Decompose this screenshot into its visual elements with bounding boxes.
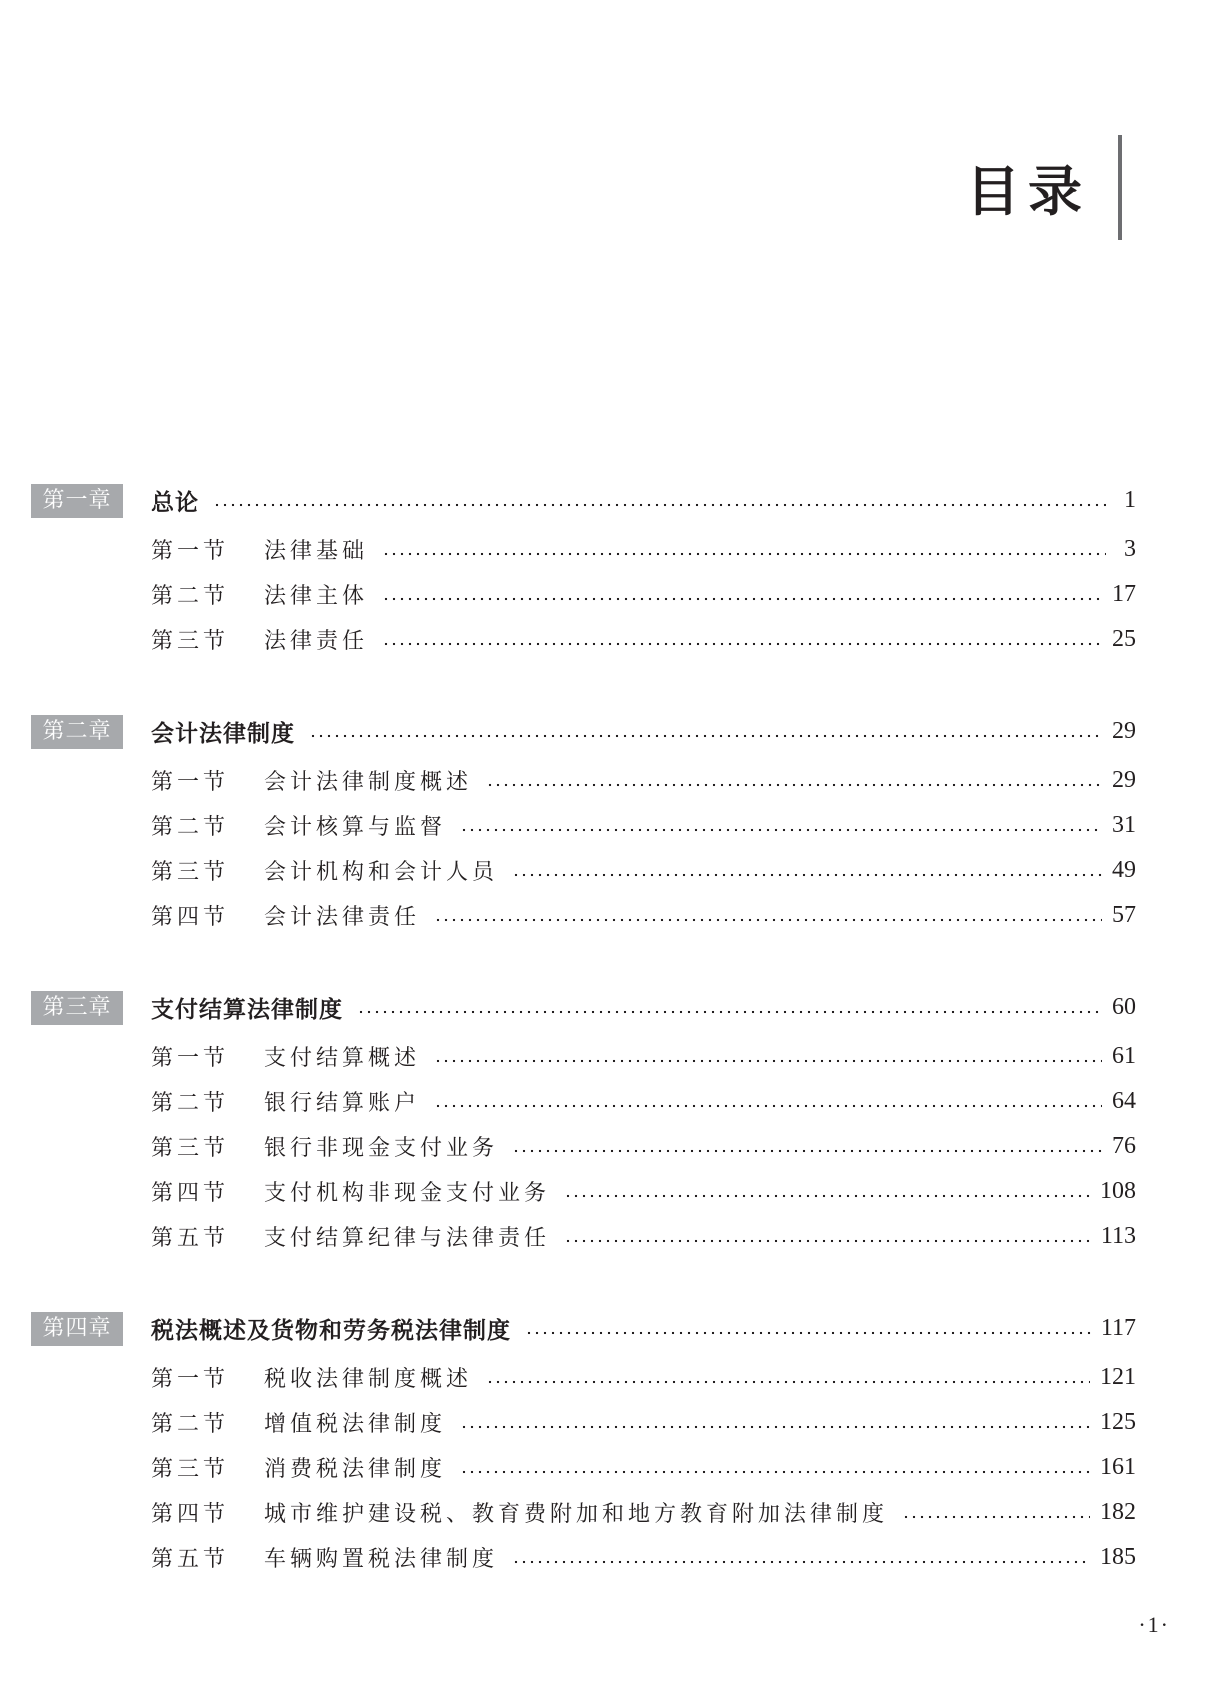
section-number: 第三节	[151, 1457, 230, 1482]
dot-leader	[213, 503, 1106, 507]
section-title: 支付结算概述	[264, 1046, 421, 1071]
chapter-title: 会计法律制度	[151, 721, 295, 747]
dot-leader	[564, 1239, 1091, 1243]
section-row[interactable]	[31, 1490, 1136, 1535]
section-title: 城市维护建设税、教育费附加和地方教育附加法律制度	[264, 1502, 889, 1527]
section-number: 第三节	[151, 860, 230, 885]
dot-leader	[512, 1149, 1102, 1153]
dot-leader	[434, 1059, 1102, 1063]
section-number: 第四节	[151, 1181, 230, 1206]
dot-leader	[460, 1470, 1090, 1474]
dot-leader	[382, 642, 1102, 646]
section-row[interactable]	[31, 1124, 1136, 1169]
dot-leader	[486, 783, 1102, 787]
section-title: 银行非现金支付业务	[264, 1136, 499, 1161]
page-number: 61	[1112, 1043, 1136, 1069]
chapter-1	[31, 478, 1136, 662]
section-number: 第二节	[151, 1412, 230, 1437]
chapter-badge: 第三章	[31, 991, 123, 1025]
dot-leader	[512, 873, 1102, 877]
toc-header	[966, 135, 1122, 240]
page-number: 25	[1112, 626, 1136, 652]
section-title: 会计机构和会计人员	[264, 860, 499, 885]
section-row[interactable]	[31, 1355, 1136, 1400]
chapter-title: 税法概述及货物和劳务税法律制度	[151, 1318, 511, 1344]
chapter-3	[31, 985, 1136, 1259]
page-number: 117	[1100, 1315, 1136, 1341]
chapter-badge: 第四章	[31, 1312, 123, 1346]
page-number: 31	[1112, 812, 1136, 838]
section-number: 第一节	[151, 1367, 230, 1392]
section-title: 支付机构非现金支付业务	[264, 1181, 551, 1206]
page-title: 目录	[966, 160, 1090, 223]
chapter-title: 总论	[151, 490, 199, 516]
section-row[interactable]	[31, 1214, 1136, 1259]
section-number: 第一节	[151, 1046, 230, 1071]
dot-leader	[525, 1331, 1091, 1335]
section-title: 法律主体	[264, 584, 369, 609]
page-number: 113	[1100, 1223, 1136, 1249]
dot-leader	[902, 1515, 1090, 1519]
page-footer-number: ·1·	[1138, 1612, 1170, 1637]
section-number: 第四节	[151, 905, 230, 930]
page-number: 125	[1100, 1409, 1136, 1435]
section-title: 增值税法律制度	[264, 1412, 447, 1437]
table-of-contents	[31, 478, 1136, 1627]
chapter-row[interactable]	[31, 1306, 1136, 1351]
dot-leader	[382, 597, 1102, 601]
chapter-badge: 第一章	[31, 484, 123, 518]
page-number: 121	[1100, 1364, 1136, 1390]
page-number: 29	[1112, 718, 1136, 744]
section-row[interactable]	[31, 1400, 1136, 1445]
section-title: 消费税法律制度	[264, 1457, 447, 1482]
page-number: 17	[1112, 581, 1136, 607]
section-number: 第二节	[151, 815, 230, 840]
chapter-row[interactable]	[31, 985, 1136, 1030]
section-number: 第四节	[151, 1502, 230, 1527]
page-number: 64	[1112, 1088, 1136, 1114]
section-row[interactable]	[31, 848, 1136, 893]
section-title: 会计法律责任	[264, 905, 421, 930]
section-number: 第五节	[151, 1547, 230, 1572]
dot-leader	[460, 1425, 1090, 1429]
dot-leader	[512, 1560, 1090, 1564]
page-number: 182	[1100, 1499, 1136, 1525]
dot-leader	[434, 918, 1102, 922]
chapter-2	[31, 709, 1136, 938]
chapter-badge: 第二章	[31, 715, 123, 749]
section-title: 法律基础	[264, 539, 369, 564]
chapter-row[interactable]	[31, 709, 1136, 754]
section-title: 法律责任	[264, 629, 369, 654]
section-title: 会计法律制度概述	[264, 770, 473, 795]
section-title: 税收法律制度概述	[264, 1367, 473, 1392]
section-row[interactable]	[31, 617, 1136, 662]
section-row[interactable]	[31, 527, 1136, 572]
page-number: 108	[1100, 1178, 1136, 1204]
dot-leader	[460, 828, 1102, 832]
section-number: 第一节	[151, 539, 230, 564]
page-number: 60	[1112, 994, 1136, 1020]
title-divider	[1118, 135, 1122, 240]
section-title: 车辆购置税法律制度	[264, 1547, 499, 1572]
page-number: 1	[1124, 487, 1136, 513]
dot-leader	[357, 1010, 1102, 1014]
chapter-4	[31, 1306, 1136, 1580]
section-number: 第一节	[151, 770, 230, 795]
chapter-title: 支付结算法律制度	[151, 997, 343, 1023]
chapter-row[interactable]	[31, 478, 1136, 523]
dot-leader	[434, 1104, 1102, 1108]
page-number: 185	[1100, 1544, 1136, 1570]
section-row[interactable]	[31, 758, 1136, 803]
dot-leader	[486, 1380, 1090, 1384]
dot-leader	[309, 734, 1102, 738]
page-number: 49	[1112, 857, 1136, 883]
section-number: 第二节	[151, 584, 230, 609]
section-row[interactable]	[31, 1034, 1136, 1079]
section-row[interactable]	[31, 1079, 1136, 1124]
section-number: 第三节	[151, 1136, 230, 1161]
dot-leader	[382, 552, 1106, 556]
section-row[interactable]	[31, 803, 1136, 848]
page-number: 29	[1112, 767, 1136, 793]
section-row[interactable]	[31, 1445, 1136, 1490]
page-number: 76	[1112, 1133, 1136, 1159]
page-number: 3	[1124, 536, 1136, 562]
section-number: 第三节	[151, 629, 230, 654]
section-row[interactable]	[31, 572, 1136, 617]
section-number: 第二节	[151, 1091, 230, 1116]
section-title: 会计核算与监督	[264, 815, 447, 840]
section-title: 支付结算纪律与法律责任	[264, 1226, 551, 1251]
section-row[interactable]	[31, 893, 1136, 938]
section-row[interactable]	[31, 1535, 1136, 1580]
page-number: 161	[1100, 1454, 1136, 1480]
dot-leader	[564, 1194, 1090, 1198]
section-title: 银行结算账户	[264, 1091, 421, 1116]
section-row[interactable]	[31, 1169, 1136, 1214]
section-number: 第五节	[151, 1226, 230, 1251]
page-number: 57	[1112, 902, 1136, 928]
